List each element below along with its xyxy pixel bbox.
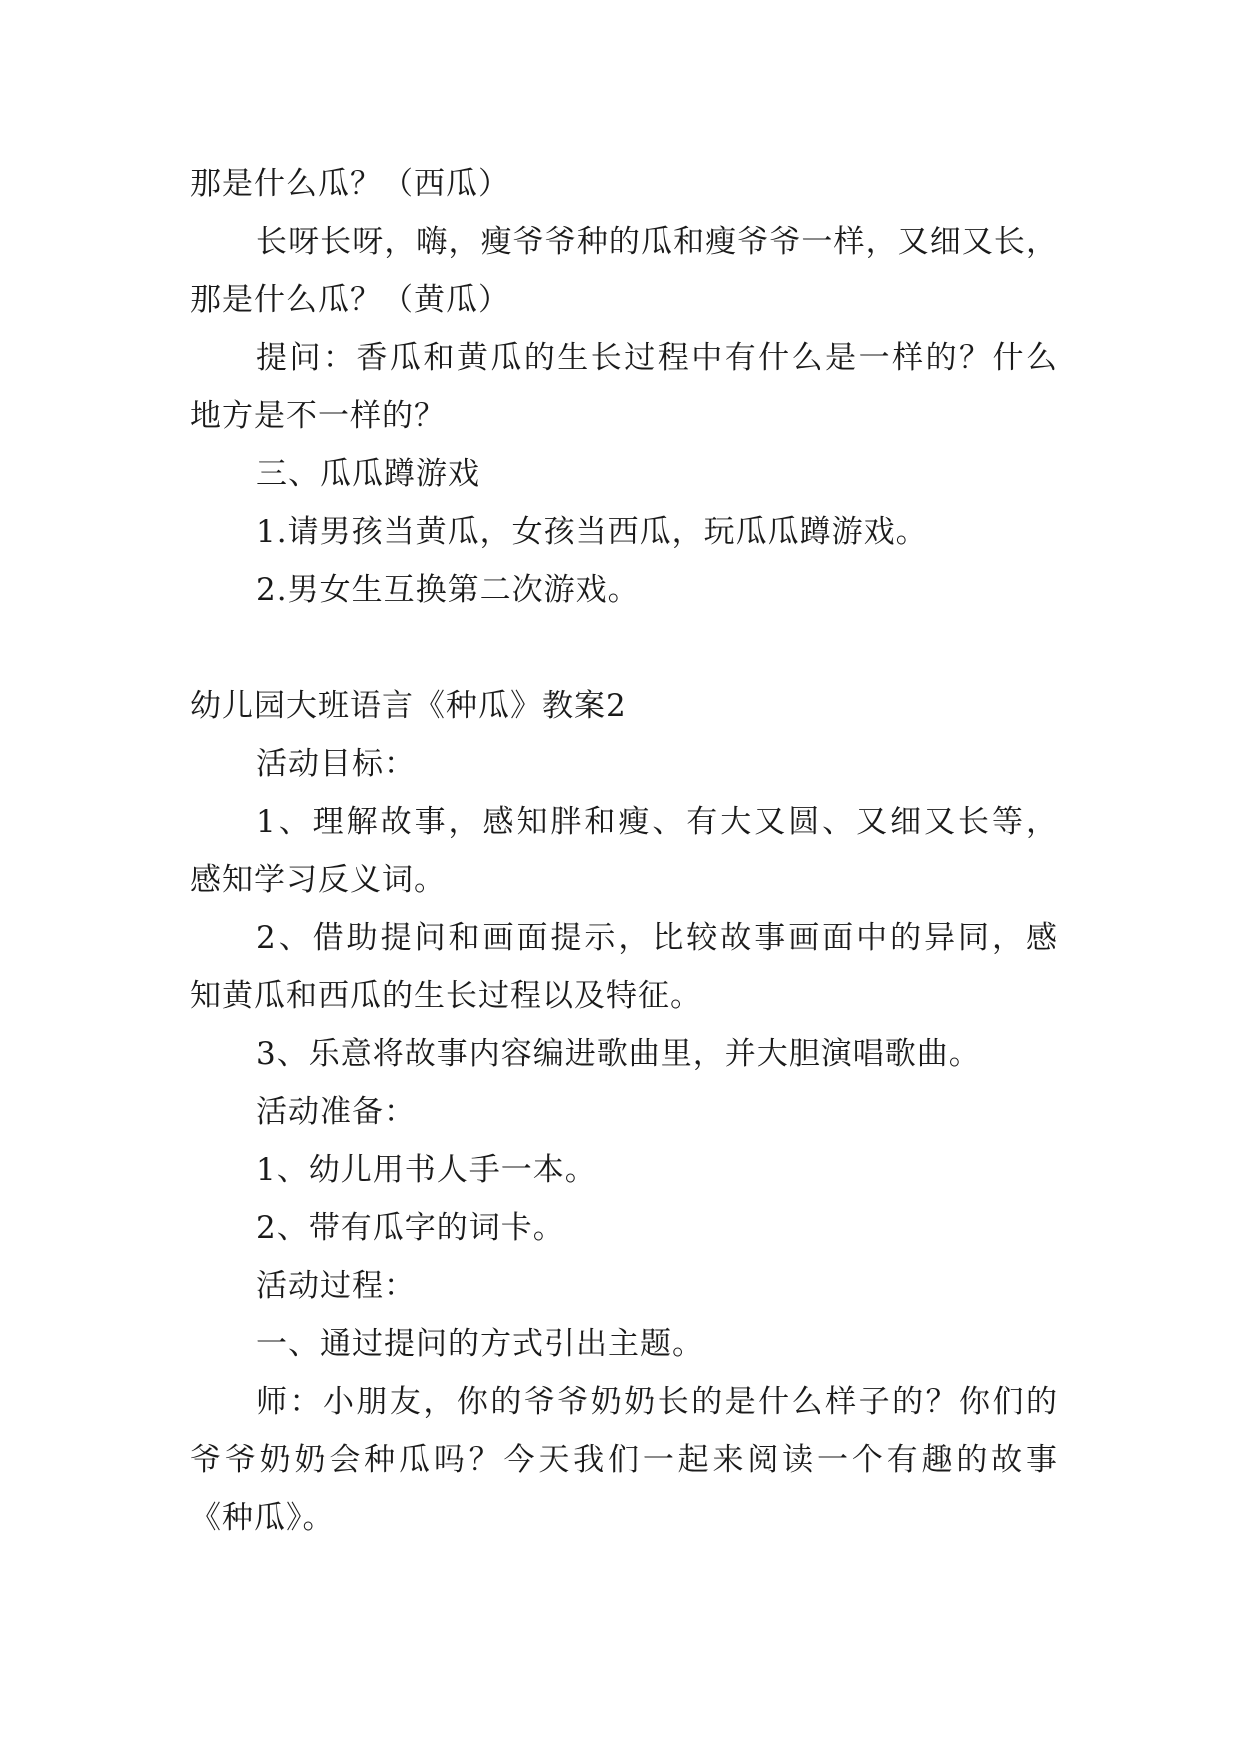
paragraph-line: 提问：香瓜和黄瓜的生长过程中有什么是一样的？什么	[256, 340, 1058, 376]
paragraph-line: 活动目标：	[256, 746, 416, 782]
paragraph-line: 那是什么瓜？（黄瓜）	[190, 282, 510, 318]
paragraph-line: 1、幼儿用书人手一本。	[256, 1152, 597, 1188]
paragraph-line: 3、乐意将故事内容编进歌曲里，并大胆演唱歌曲。	[256, 1036, 981, 1072]
document-body	[190, 155, 1058, 1547]
paragraph-line: 《种瓜》。	[190, 1500, 335, 1536]
paragraph-line: 爷爷奶奶会种瓜吗？今天我们一起来阅读一个有趣的故事	[190, 1442, 1058, 1478]
section-spacer	[190, 619, 1058, 677]
paragraph-line: 地方是不一样的？	[190, 398, 446, 434]
lesson-plan-section	[190, 735, 1058, 1547]
section-title: 幼儿园大班语言《种瓜》教案2	[190, 688, 627, 724]
story-section	[190, 155, 1058, 619]
paragraph-line: 2.男女生互换第二次游戏。	[256, 572, 640, 608]
paragraph-line: 1、理解故事，感知胖和瘦、有大又圆、又细又长等，	[256, 804, 1058, 840]
paragraph-line: 1.请男孩当黄瓜，女孩当西瓜，玩瓜瓜蹲游戏。	[256, 514, 928, 550]
paragraph-line: 一、通过提问的方式引出主题。	[256, 1326, 704, 1362]
paragraph-line: 2、借助提问和画面提示，比较故事画面中的异同，感	[256, 920, 1058, 956]
paragraph-line: 长呀长呀，嗨，瘦爷爷种的瓜和瘦爷爷一样，又细又长，	[256, 224, 1058, 260]
paragraph-line: 感知学习反义词。	[190, 862, 446, 898]
paragraph-line: 活动准备：	[256, 1094, 416, 1130]
paragraph-line: 师：小朋友，你的爷爷奶奶长的是什么样子的？你们的	[256, 1384, 1058, 1420]
paragraph-line: 2、带有瓜字的词卡。	[256, 1210, 565, 1246]
paragraph-line: 活动过程：	[256, 1268, 416, 1304]
paragraph-line: 三、瓜瓜蹲游戏	[256, 456, 480, 492]
paragraph-line: 那是什么瓜？（西瓜）	[190, 166, 510, 202]
paragraph-line: 知黄瓜和西瓜的生长过程以及特征。	[190, 978, 702, 1014]
